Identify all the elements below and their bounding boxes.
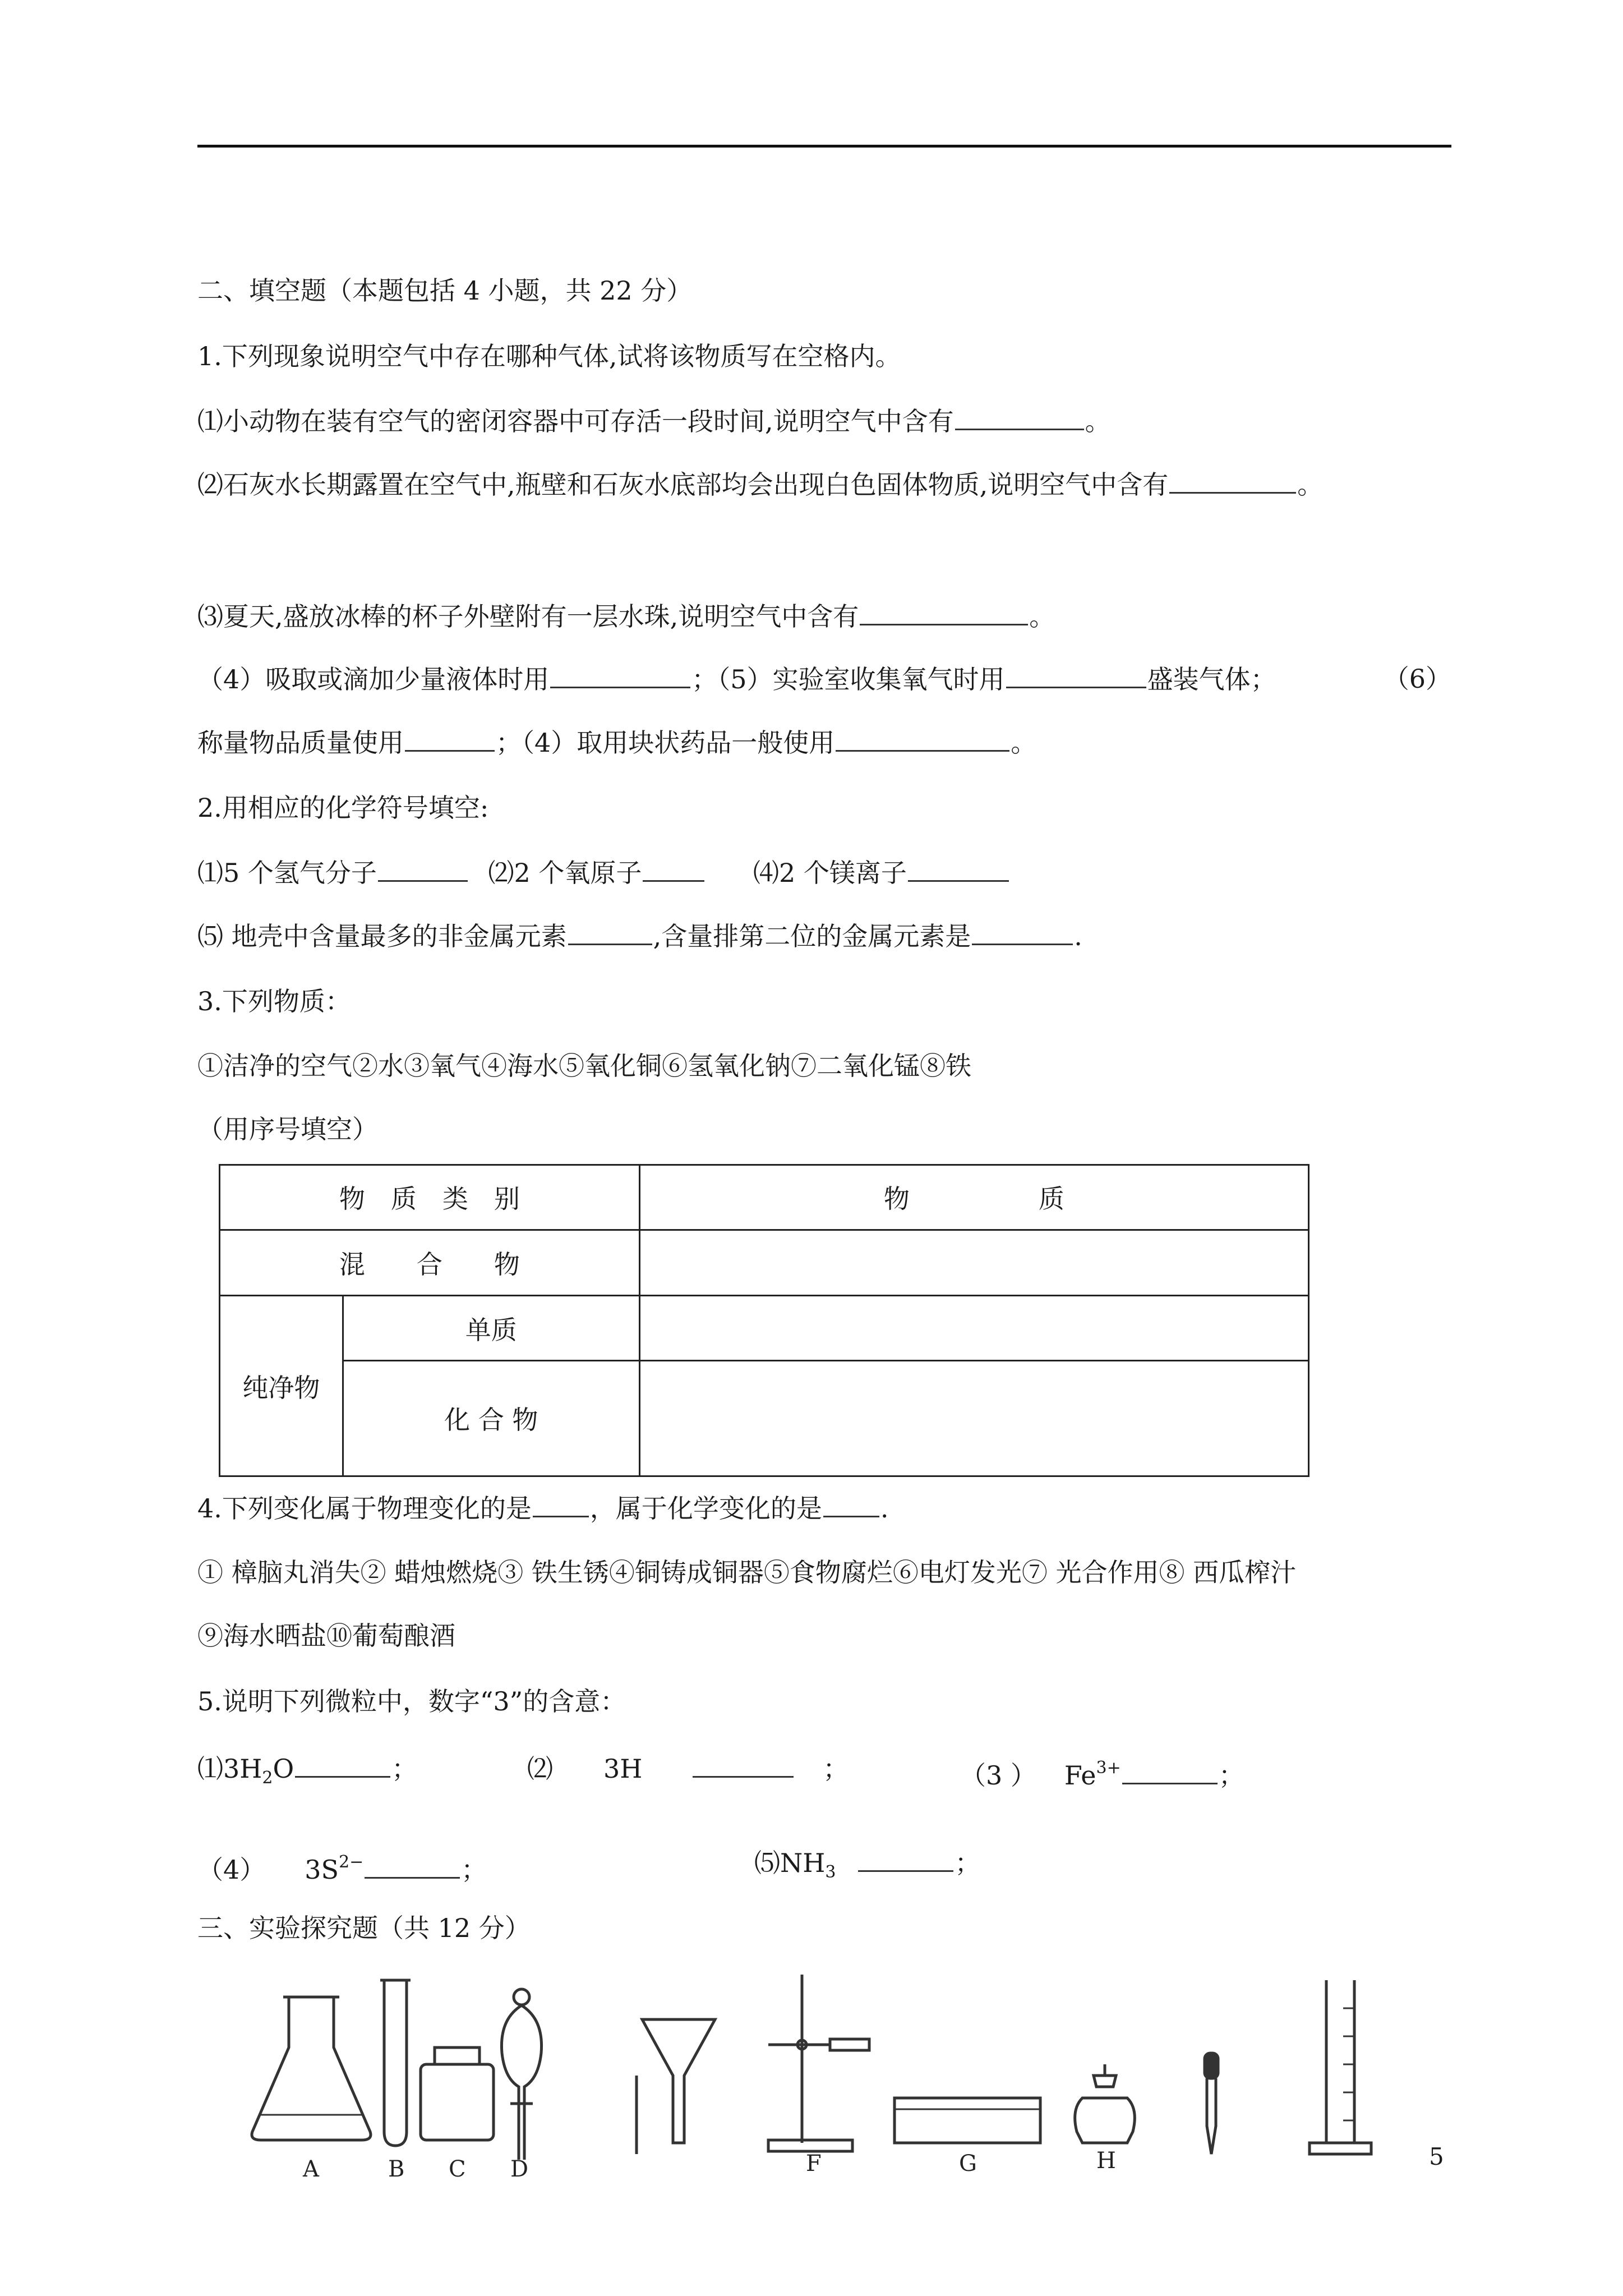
apparatus-label-h: H [1096, 2148, 1116, 2174]
answer-cell-mixture[interactable] [639, 1230, 1308, 1296]
q4-items-1: ① 樟脑丸消失② 蜡烛燃烧③ 铁生锈④铜铸成铜器⑤食物腐烂⑥电灯发光⑦ 光合作用⑧ 西瓜榨汁 [197, 1557, 1297, 1588]
answer-blank[interactable] [858, 1846, 953, 1872]
reagent-bottle-icon [421, 2047, 494, 2140]
section3-title: 三、实验探究题（共 12 分） [197, 1913, 531, 1943]
table-row-element: 单质 [343, 1296, 639, 1361]
answer-cell-element[interactable] [639, 1296, 1308, 1361]
answer-blank[interactable] [365, 1852, 460, 1879]
answer-cell-compound[interactable] [639, 1360, 1308, 1476]
answer-blank[interactable] [836, 725, 1009, 752]
water-trough-icon [895, 2098, 1040, 2143]
q3-items: ①洁净的空气②水③氧气④海水⑤氧化铜⑥氢氧化钠⑦二氧化锰⑧铁 [197, 1051, 971, 1081]
iron-stand-icon [768, 1975, 869, 2151]
answer-blank[interactable] [568, 919, 652, 945]
q2-stem: 2.用相应的化学符号填空: [197, 793, 489, 823]
apparatus-label-b: B [388, 2156, 405, 2182]
apparatus-label-c: C [449, 2156, 466, 2182]
answer-blank[interactable] [643, 855, 704, 882]
q1-part1: ⑴小动物在装有空气的密闭容器中可存活一段时间,说明空气中含有 。 [197, 404, 1111, 438]
table-header-substance: 物 质 [639, 1165, 1308, 1230]
alcohol-lamp-icon [1075, 2064, 1135, 2143]
table-row-mixture: 混 合 物 [220, 1230, 640, 1296]
measuring-cylinder-icon [1310, 1980, 1371, 2154]
table-row-pure: 纯净物 [220, 1296, 343, 1476]
answer-blank[interactable] [823, 1491, 879, 1517]
answer-blank[interactable] [533, 1491, 589, 1517]
answer-blank[interactable] [693, 1751, 794, 1778]
answer-blank[interactable] [1006, 662, 1146, 688]
answer-blank[interactable] [908, 855, 1009, 882]
test-tube-icon [380, 1980, 411, 2146]
apparatus-label-d: D [510, 2156, 529, 2182]
answer-blank[interactable] [295, 1751, 390, 1778]
apparatus-figure [241, 1975, 1430, 2182]
dropper-icon [1205, 2053, 1218, 2154]
conical-flask-icon [252, 1997, 371, 2140]
answer-blank[interactable] [955, 404, 1084, 430]
answer-blank[interactable] [972, 919, 1073, 945]
q5-part2: ⑵ 3H ； [527, 1751, 849, 1786]
section2-title: 二、填空题（本题包括 4 小题，共 22 分） [197, 275, 693, 306]
q1-part2: ⑵石灰水长期露置在空气中,瓶壁和石灰水底部均会出现白色固体物质,说明空气中含有 。 [197, 467, 1323, 501]
q2-part1: ⑴5 个氢气分子 ⑵2 个氧原子 ⑷2 个镁离子 [197, 855, 1010, 890]
q4-stem: 4.下列变化属于物理变化的是 ，属于化学变化的是 . [197, 1491, 889, 1525]
header-rule [197, 145, 1451, 148]
q5-part1: $⑴3H_2O$ ； [197, 1751, 417, 1795]
q5-stem: 5.说明下列微粒中，数字“3”的含意： [197, 1686, 626, 1717]
answer-blank[interactable] [1122, 1758, 1218, 1784]
q5-part5: $⑸NH_3$ ； [754, 1846, 980, 1889]
funnel-icon [637, 2019, 715, 2154]
q1-part3: ⑶夏天,盛放冰棒的杯子外壁附有一层水珠,说明空气中含有 。 [197, 599, 1055, 633]
q1-stem: 1.下列现象说明空气中存在哪种气体,试将该物质写在空格内。 [197, 341, 901, 371]
table-row-compound: 化 合 物 [343, 1360, 639, 1476]
page-number: 5 [1429, 2143, 1444, 2170]
answer-blank[interactable] [405, 725, 495, 752]
apparatus-label-g: G [959, 2151, 977, 2177]
q3-stem: 3.下列物质： [197, 986, 351, 1016]
apparatus-label-f: F [806, 2151, 822, 2177]
q2-part2: ⑸ 地壳中含量最多的非金属元素 ,含量排第二位的金属元素是 . [197, 919, 1082, 953]
apparatus-label-a: A [303, 2156, 319, 2182]
table-header-category: 物 质 类 别 [220, 1165, 640, 1230]
answer-blank[interactable] [1169, 467, 1296, 494]
classification-table [219, 1164, 1310, 1477]
q4-items-2: ⑨海水晒盐⑩葡萄酿酒 [197, 1621, 455, 1651]
answer-blank[interactable] [550, 662, 690, 688]
answer-blank[interactable] [860, 599, 1028, 625]
q5-part3: （3 ） $Fe^{3+}$ ； [960, 1758, 1244, 1791]
q5-part4: （4） $3S^{2-}$ ； [197, 1852, 487, 1885]
answer-blank[interactable] [378, 855, 468, 882]
q3-hint: （用序号填空） [197, 1114, 378, 1144]
separatory-funnel-icon [501, 1989, 541, 2160]
q1-part4: （4）吸取或滴加少量液体时用 ；（5）实验室收集氧气时用 盛装气体； （6） [197, 662, 1451, 696]
q1-part5: 称量物品质量使用 ；（4）取用块状药品一般使用 。 [197, 725, 1036, 760]
